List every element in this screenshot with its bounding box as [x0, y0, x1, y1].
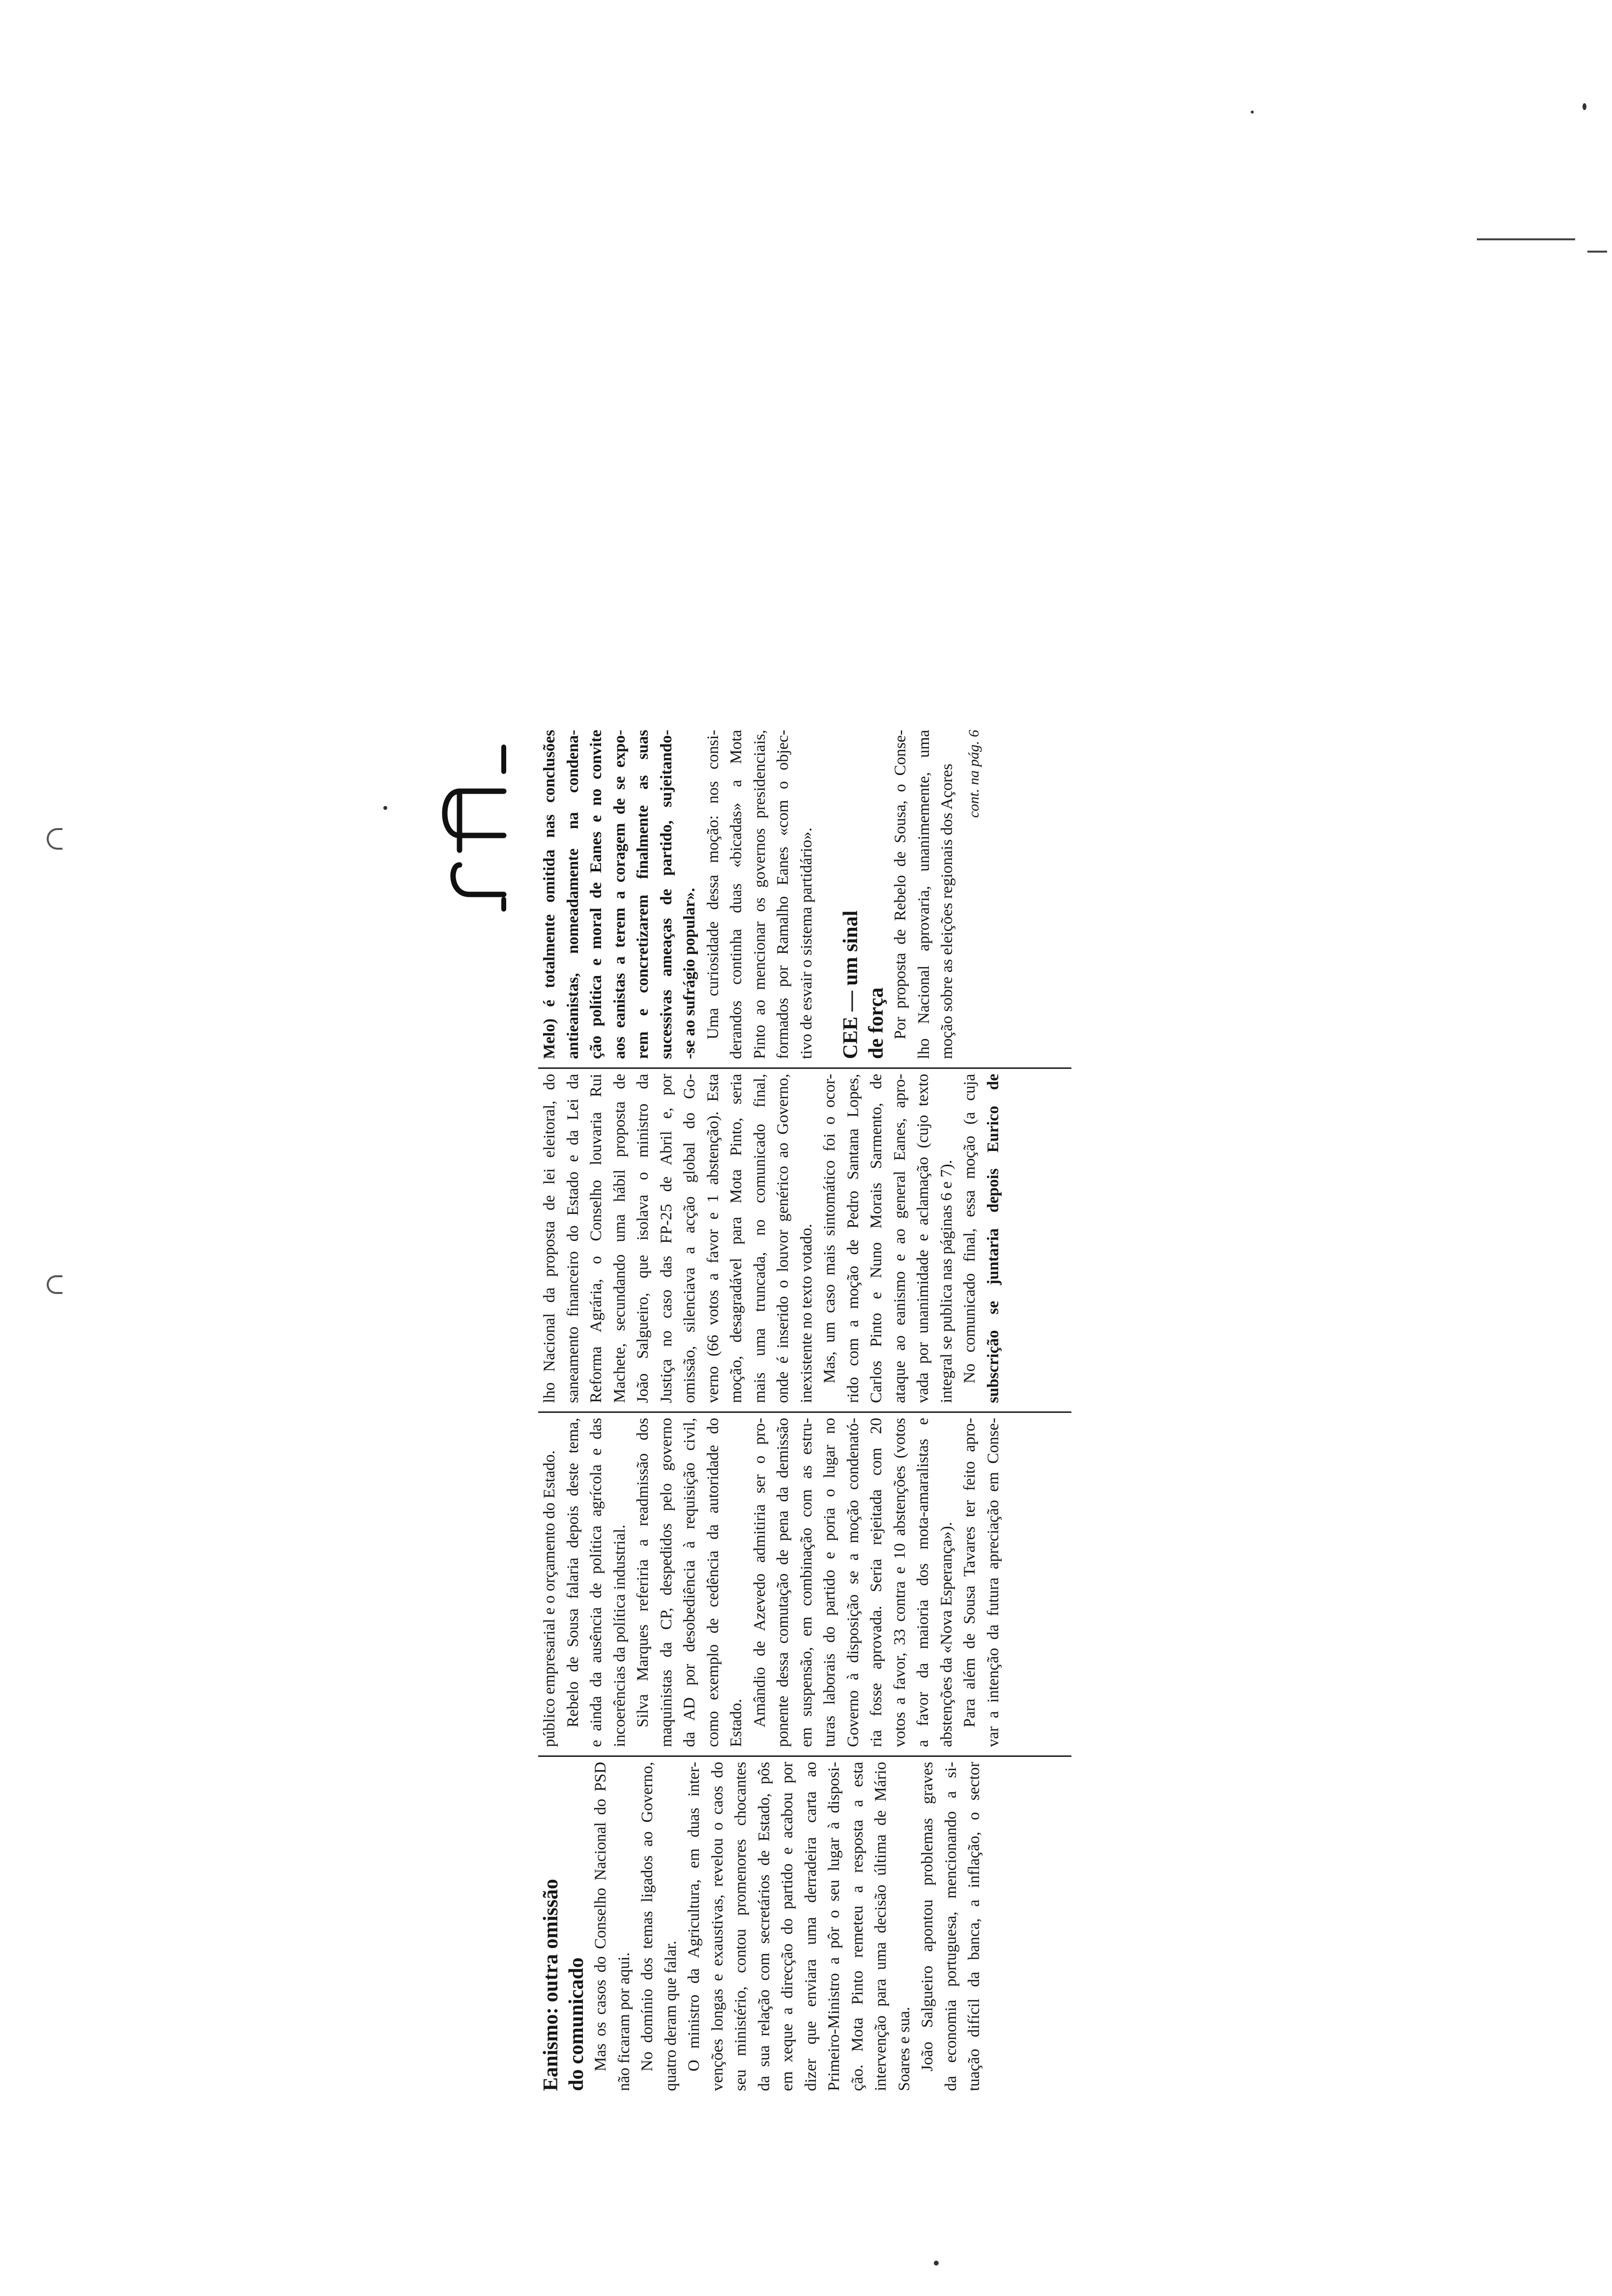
text-line: ponente dessa comutação de pena da demissão [774, 1418, 792, 1747]
text-line: e ainda da ausência de política agrícola e das [587, 1418, 605, 1747]
article-column-1 [538, 1762, 1071, 2091]
article-column-4 [538, 730, 1071, 1059]
section-heading: Eanismo: outra omissão [540, 1879, 562, 2091]
binding-mark [47, 828, 62, 850]
text-line: inexistente no texto votado. [797, 1224, 815, 1403]
text-line: aos eanistas a terem a coragem de se expo- [610, 730, 629, 1059]
scan-speck [934, 2261, 939, 2266]
text-line: lho Nacional da proposta de lei eleitoral, do [541, 1074, 558, 1403]
text-line: Uma curiosidade dessa moção: nos consi- [704, 730, 722, 1039]
newspaper-clipping [538, 57, 1071, 2091]
article-column-3 [538, 1074, 1071, 1403]
text-line: Soares e sua. [895, 2007, 913, 2091]
text-line: antieanistas, nomeadamente na condena- [564, 730, 582, 1059]
text-line: João Salgueiro, que isolava o ministro da [634, 1074, 652, 1403]
text-line: tuação difícil da banca, a inflação, o sector [965, 1762, 983, 2091]
handwritten-annotation [430, 737, 523, 914]
text-line: Primeiro-Ministro a pôr o seu lugar à disposi- [825, 1762, 843, 2091]
text-line: formados por Ramalho Eanes «com o objec- [774, 730, 792, 1059]
binding-mark [47, 1275, 62, 1294]
scan-mark [1587, 251, 1607, 253]
text-line: Por proposta de Rebelo de Sousa, o Conse- [892, 730, 909, 1039]
scan-mark [1477, 238, 1575, 240]
text-line: rido com a moção de Pedro Santana Lopes, [844, 1074, 862, 1403]
continued-note: cont. na pág. 6 [965, 730, 982, 818]
text-line: Justiça no caso das FP-25 de Abril e, por [657, 1074, 675, 1403]
text-line: mais uma truncada, no comunicado final, [750, 1074, 769, 1403]
text-line: quatro deram que falar. [662, 1940, 680, 2091]
text-line: sucessivas ameaças de partido, sujeitando- [657, 730, 675, 1059]
text-line: turas laborais do partido e poria o lugar no [821, 1418, 838, 1747]
text-line: Melo) é totalmente omitida nas conclusões [541, 730, 558, 1059]
text-line: Machete, secundando uma hábil proposta de [610, 1074, 629, 1403]
text-line: tivo de esvair o sistema partidário». [797, 827, 815, 1059]
text-line: Para além de Sousa Tavares ter feito apro- [961, 1418, 979, 1727]
text-line: ria fosse aprovada. Seria rejeitada com 20 [867, 1418, 885, 1747]
text-line: No domínio dos temas ligados ao Governo, [638, 1762, 656, 2071]
text-line: incoerências da política industrial. [610, 1524, 629, 1747]
text-line: da AD por desobediência à requisição civil, [681, 1418, 698, 1747]
text-line: integral se publica nas páginas 6 e 7). [937, 1160, 955, 1403]
text-line: em xeque a direcção do partido e acabou por [778, 1762, 796, 2091]
text-line: João Salgueiro apontou problemas graves [919, 1762, 936, 2071]
scan-speck [383, 806, 387, 810]
text-line: ção política e moral de Eanes e no convite [587, 730, 605, 1059]
text-line: onde é inserido o louvor genérico ao Governo, [774, 1074, 792, 1403]
text-line: abstenções da «Nova Esperança»). [937, 1521, 955, 1747]
text-line: Silva Marques referiria a readmissão dos [634, 1418, 652, 1727]
text-line: a favor da maioria dos mota-amaralistas e [914, 1418, 932, 1747]
text-line: como exemplo de cedência da autoridade do [704, 1418, 722, 1747]
text-line: maquinistas da CP, despedidos pelo governo [657, 1418, 675, 1747]
text-line: Governo à disposição se a moção condenató- [844, 1418, 862, 1747]
text-line: lho Nacional aprovaria, unanimemente, uma [915, 730, 933, 1059]
article-column-2 [538, 1418, 1071, 1747]
text-line: em suspensão, em combinação com as estru- [797, 1418, 815, 1747]
text-line: venções longas e exaustivas, revelou o caos do [708, 1762, 726, 2091]
text-line: da economia portuguesa, mencionando a si- [942, 1762, 960, 2091]
scan-speck [1583, 103, 1586, 110]
text-line: público empresarial e o orçamento do Estado. [541, 1450, 558, 1747]
text-line: -se ao sufrágio popular». [681, 888, 698, 1059]
text-line: dizer que enviara uma derradeira carta ao [802, 1762, 820, 2091]
text-line: ataque ao eanismo e ao general Eanes, apro- [891, 1074, 909, 1403]
text-line: votos a favor, 33 contra e 10 abstenções (votos [891, 1418, 909, 1747]
section-heading: de força [865, 987, 888, 1059]
text-line: verno (66 votos a favor e 1 abstenção). Esta [704, 1074, 722, 1403]
text-line: moção, desagradável para Mota Pinto, seria [727, 1074, 745, 1403]
text-line: Amândio de Azevedo admitiria ser o pro- [750, 1418, 769, 1727]
scan-speck [1251, 111, 1254, 114]
section-heading: do comunicado [565, 1957, 588, 2091]
text-line: derandos continha duas «bicadas» a Mota [727, 730, 745, 1059]
text-line: da sua relação com secretários de Estado, pôs [755, 1762, 773, 2091]
text-line: Rebelo de Sousa falaria depois deste tema, [564, 1418, 582, 1727]
text-line: rem e concretizarem finalmente as suas [634, 730, 652, 1059]
text-line: Mas os casos do Conselho Nacional do PSD [592, 1762, 609, 2071]
text-line: Carlos Pinto e Nuno Morais Sarmento, de [867, 1074, 885, 1403]
text-line: var a intenção da futura apreciação em Conse- [984, 1418, 1002, 1747]
section-heading: CEE — um sinal [839, 910, 862, 1059]
text-line: saneamento financeiro do Estado e da Lei da [564, 1074, 582, 1403]
text-line: Reforma Agrária, o Conselho louvaria Rui [587, 1074, 605, 1403]
text-line: seu ministério, contou promenores chocantes [732, 1762, 749, 2091]
column-rule [538, 1067, 1071, 1069]
column-rule [538, 1755, 1071, 1757]
text-line: Estado. [727, 1698, 745, 1747]
text-line: omissão, silenciava a acção global do Go- [681, 1074, 698, 1403]
column-rule [538, 1411, 1071, 1413]
text-line: No comunicado final, essa moção (a cuja [961, 1074, 979, 1383]
text-line: não ficaram por aqui. [615, 1952, 633, 2091]
text-line: vada por unanimidade e aclamação (cujo texto [914, 1074, 932, 1403]
text-line: Mas, um caso mais sintomático foi o ocor- [821, 1074, 838, 1383]
text-line: subscrição se juntaria depois Eurico de [984, 1074, 1002, 1403]
text-line: moção sobre as eleições regionais dos Açores [938, 763, 956, 1059]
text-line: Pinto ao mencionar os governos presidenciais, [750, 730, 769, 1059]
text-line: intervenção para uma decisão última de Mário [872, 1762, 890, 2091]
text-line: ção. Mota Pinto remeteu a resposta a esta [848, 1762, 866, 2091]
text-line: O ministro da Agricultura, em duas inter- [685, 1762, 703, 2071]
